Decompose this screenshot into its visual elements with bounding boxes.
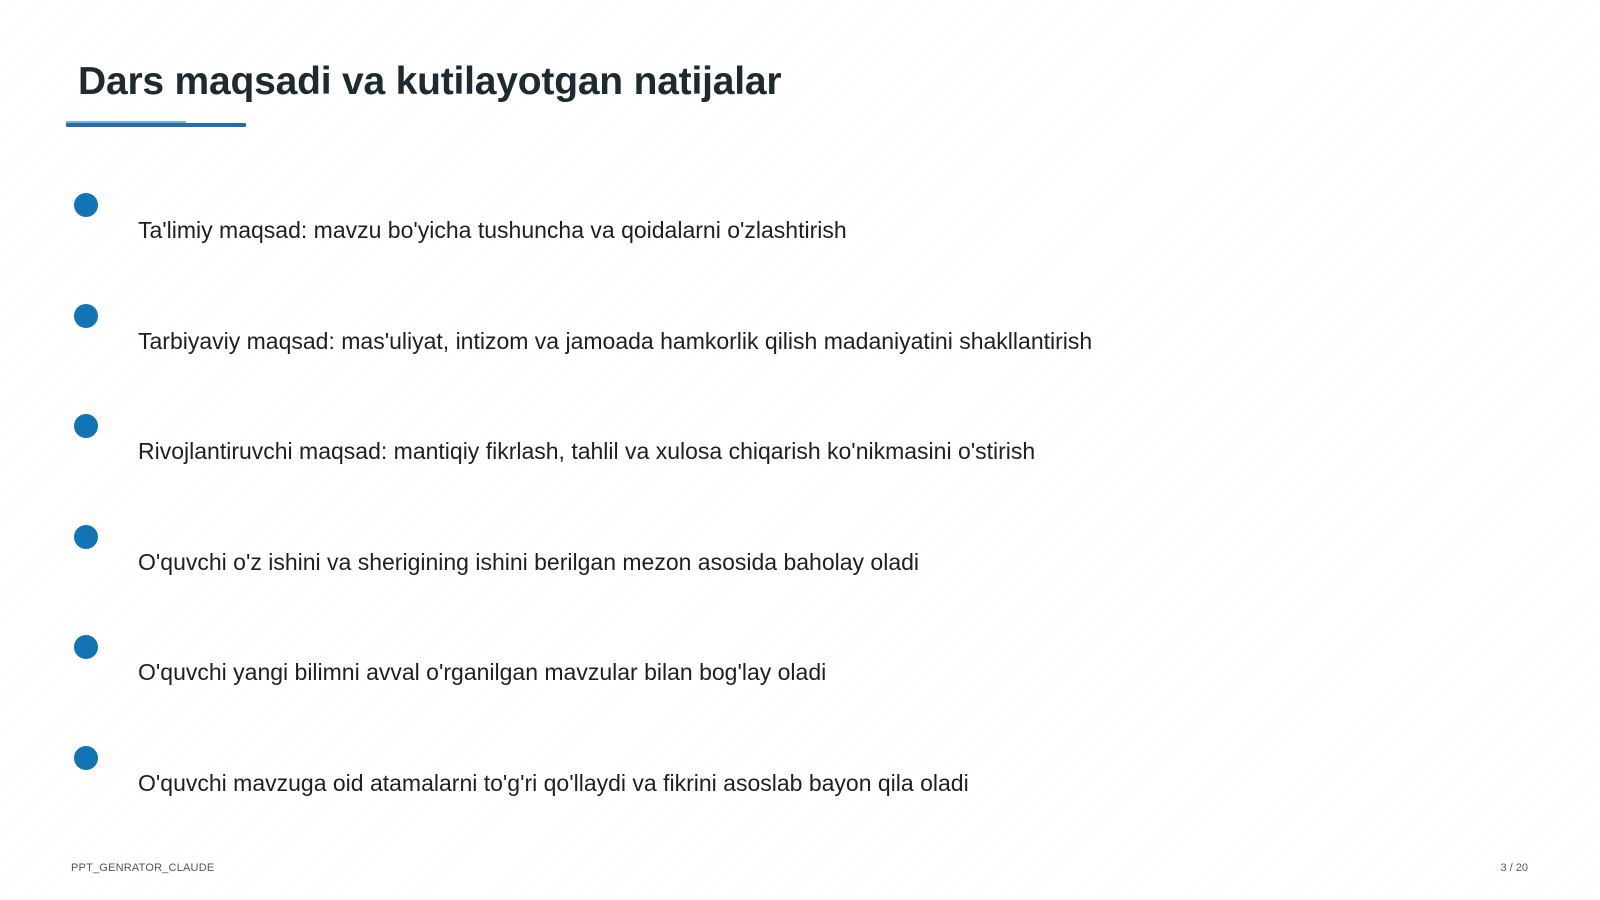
list-item-text: O'quvchi o'z ishini va sherigining ishini berilgan mezon asosida baholay oladi <box>138 549 920 575</box>
list-item <box>0 525 1600 585</box>
list-item <box>0 746 1600 806</box>
list-item <box>0 635 1600 695</box>
slide-title: Dars maqsadi va kutilayotgan natijalar <box>78 60 782 103</box>
footer-generator-label: PPT_GENRATOR_CLAUDE <box>71 862 215 874</box>
list-item-text: O'quvchi mavzuga oid atamalarni to'g'ri qo'llaydi va fikrini asoslab bayon qila oladi <box>138 770 969 796</box>
bullet-icon <box>74 635 98 659</box>
list-item-text: O'quvchi yangi bilimni avval o'rganilgan mavzular bilan bog'lay oladi <box>138 659 827 685</box>
list-item-text: Tarbiyaviy maqsad: mas'uliyat, intizom va jamoada hamkorlik qilish madaniyatini shakllantirish <box>138 328 1093 354</box>
bullet-icon <box>74 304 98 328</box>
bullet-icon <box>74 746 98 770</box>
list-item <box>0 414 1600 474</box>
list-item-text: Rivojlantiruvchi maqsad: mantiqiy fikrlash, tahlil va xulosa chiqarish ko'nikmasini o'stirish <box>138 438 1036 464</box>
list-item <box>0 304 1600 364</box>
page-indicator: 3 / 20 <box>1500 862 1528 874</box>
bullet-icon <box>74 414 98 438</box>
bullet-icon <box>74 525 98 549</box>
list-item <box>0 193 1600 253</box>
bullet-icon <box>74 193 98 217</box>
list-item-text: Ta'limiy maqsad: mavzu bo'yicha tushuncha va qoidalarni o'zlashtirish <box>138 217 847 243</box>
